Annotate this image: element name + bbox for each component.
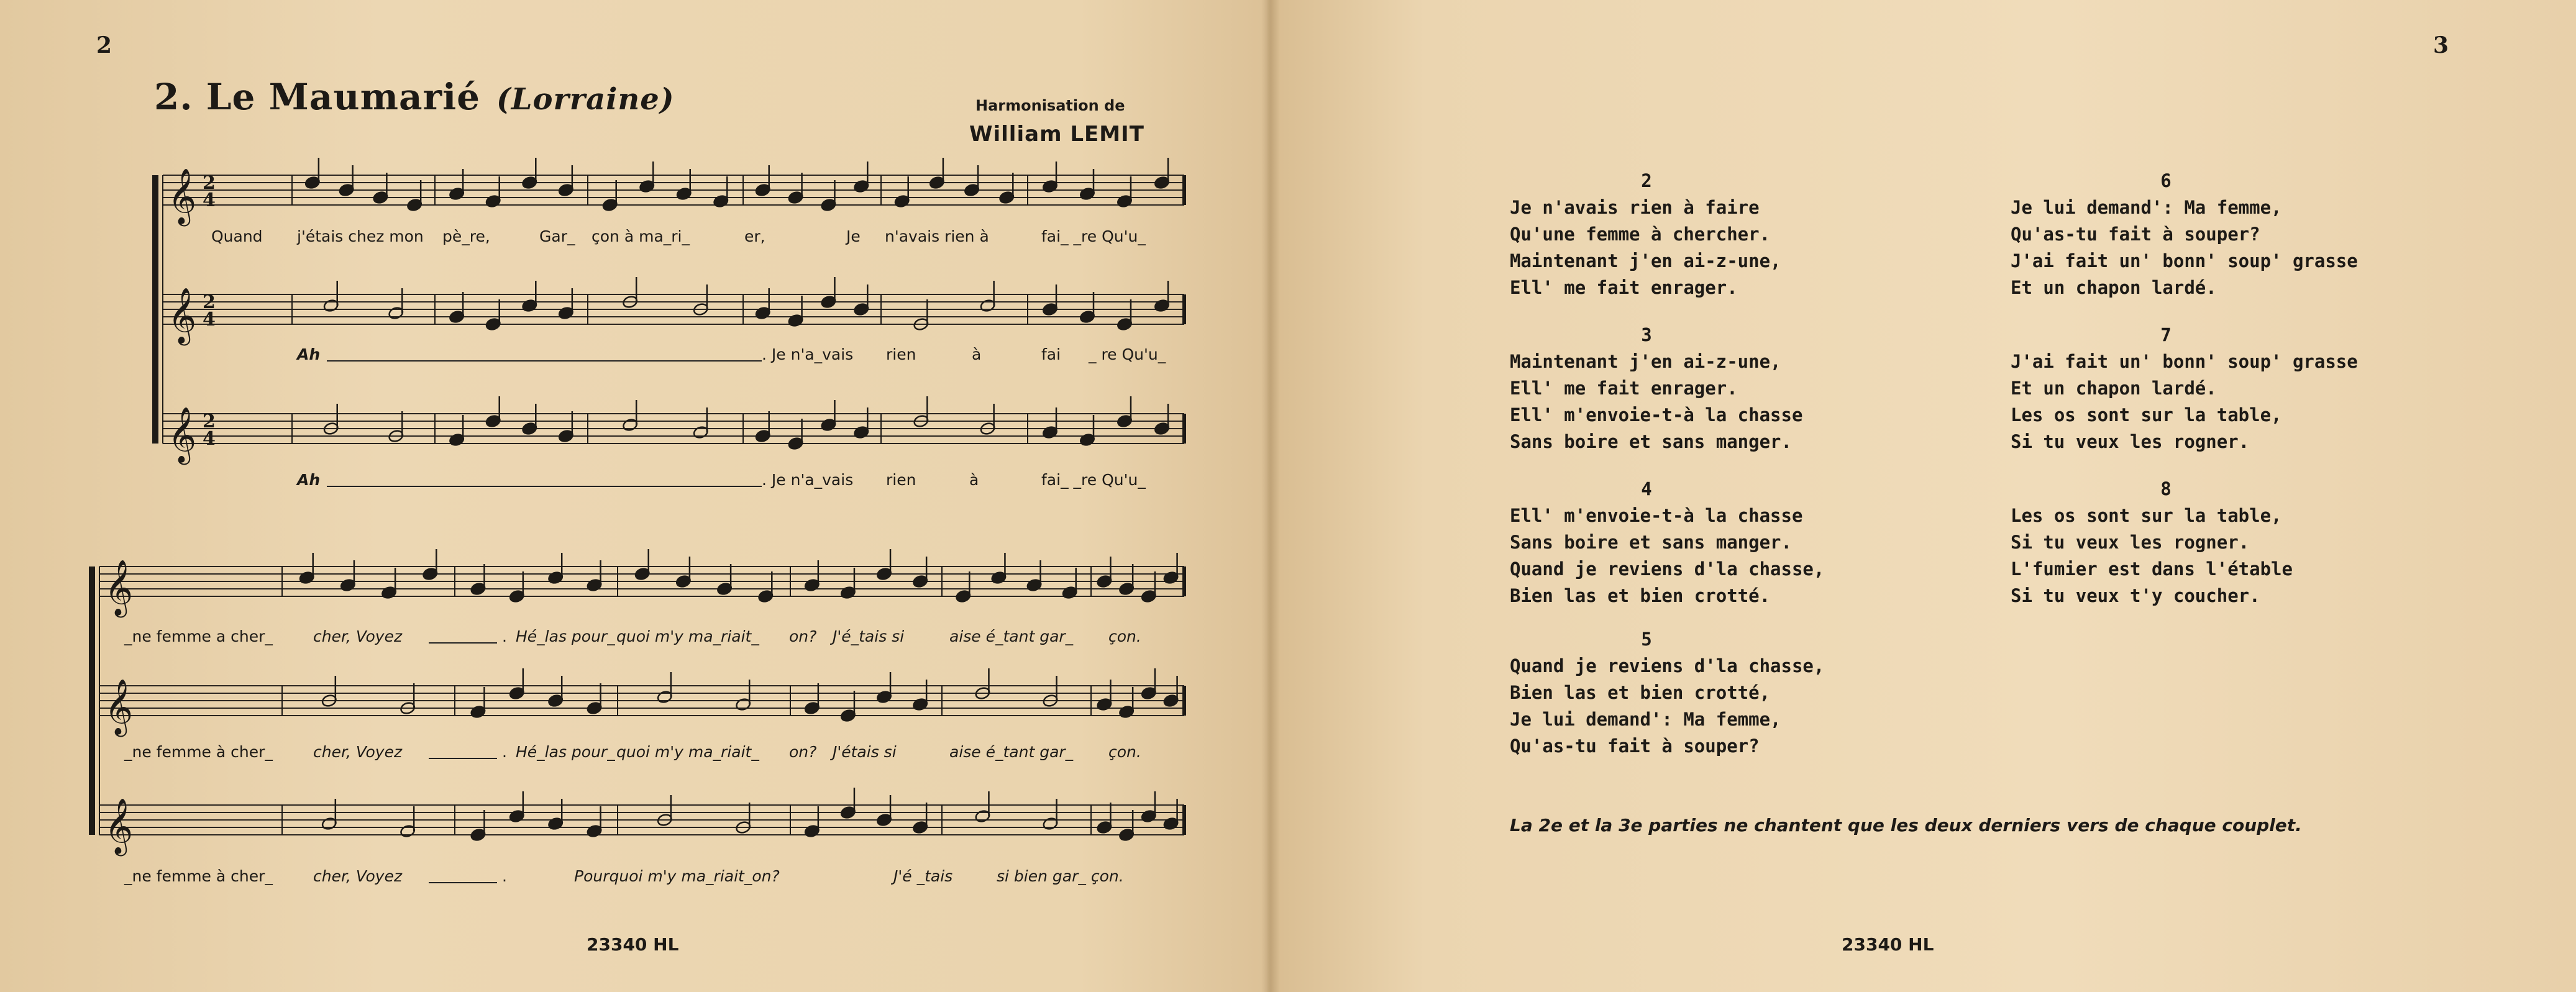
lyric: aise é_tant gar_	[949, 627, 1074, 645]
lyric: J'é_tais si	[833, 627, 905, 645]
extender-line	[327, 486, 762, 487]
verse-line: Sans boire et sans manger.	[1510, 532, 1792, 553]
lyric: on?	[789, 627, 817, 645]
lyric: Pourquoi m'y ma_riait_on?	[574, 867, 780, 885]
lyric: .	[502, 743, 507, 761]
extender-line	[429, 882, 497, 883]
lyric: rien	[886, 471, 916, 489]
lyric: cher, Voyez	[313, 867, 403, 885]
verse-2	[1510, 168, 1783, 301]
verse-number: 6	[2160, 170, 2172, 191]
verse-line: Quand je reviens d'la chasse,	[1510, 655, 1825, 676]
verse-line: J'ai fait un' bonn' soup' grasse	[2011, 351, 2358, 372]
lyric: çon.	[1108, 743, 1141, 761]
extender-line	[327, 360, 762, 362]
lyric: quoi m'y ma_riait_	[616, 743, 759, 761]
performance-footnote: La 2e et la 3e parties ne chantent que les deux derniers vers de chaque couplet.	[1510, 815, 2302, 835]
time-signature: 2	[203, 411, 216, 432]
extender-line	[429, 642, 497, 644]
lyric: Gar_	[539, 227, 575, 245]
lyric: Hé_las pour_	[516, 627, 615, 645]
music-score	[0, 0, 1267, 992]
verse-line: Et un chapon lardé.	[2011, 378, 2217, 399]
lyric: Ah	[297, 471, 321, 489]
treble-clef-icon: 𝄞	[104, 679, 134, 735]
lyric: pè_re,	[442, 227, 490, 245]
lyric: _ne femme a cher_	[124, 627, 273, 645]
verse-line: Quand je reviens d'la chasse,	[1510, 558, 1825, 580]
verse-number: 8	[2160, 478, 2172, 499]
time-signature: 4	[203, 309, 216, 330]
lyric: çon à ma_ri_	[591, 227, 690, 245]
page-number-right: 3	[2433, 32, 2449, 58]
page-number-left: 2	[96, 32, 112, 58]
verse-3	[1510, 322, 1802, 455]
lyric: çon.	[1108, 627, 1141, 645]
lyric: cher, Voyez	[313, 743, 403, 761]
song-title-text: 2. Le Maumarié	[154, 76, 481, 118]
verse-line: Les os sont sur la table,	[2011, 505, 2282, 526]
treble-clef-icon: 𝄞	[168, 168, 197, 224]
lyric: _ re Qu'u_	[1089, 345, 1166, 363]
extender-line	[429, 758, 497, 759]
verse-line: Bien las et bien crotté,	[1510, 682, 1771, 703]
lyric: fai_ _re Qu'u_	[1041, 227, 1146, 245]
arranger-name: William LEMIT	[969, 122, 1144, 147]
lyric: j'étais chez mon	[297, 227, 424, 245]
verse-line: J'ai fait un' bonn' soup' grasse	[2011, 250, 2358, 271]
verse-line: Ell' me fait enrager.	[1510, 277, 1738, 298]
verse-line: L'fumier est dans l'étable	[2011, 558, 2293, 580]
right-page	[1267, 0, 2576, 992]
verse-line: Qu'as-tu fait à souper?	[2011, 224, 2260, 245]
catalog-code-right: 23340 HL	[1842, 934, 1934, 955]
verse-line: Maintenant j'en ai-z-une,	[1510, 250, 1781, 271]
verse-6	[2011, 168, 2358, 301]
lyric: _ne femme à cher_	[124, 743, 273, 761]
lyric: J'é _tais	[893, 867, 953, 885]
harmonisation-label: Harmonisation de	[975, 97, 1125, 114]
lyric: aise é_tant gar_	[949, 743, 1074, 761]
lyric: J'étais si	[833, 743, 897, 761]
catalog-code-left: 23340 HL	[587, 934, 679, 955]
treble-clef-icon: 𝄞	[104, 560, 134, 616]
verse-line: Ell' m'envoie-t-à la chasse	[1510, 404, 1803, 425]
treble-clef-icon: 𝄞	[168, 288, 197, 344]
lyric: .	[502, 867, 507, 885]
lyric: Hé_las pour_	[516, 743, 615, 761]
verse-line: Si tu veux les rogner.	[2011, 431, 2250, 452]
verse-line: Je n'avais rien à faire	[1510, 197, 1760, 218]
lyric: _ne femme à cher_	[124, 867, 273, 885]
verse-line: Ell' m'envoie-t-à la chasse	[1510, 505, 1803, 526]
verse-4	[1510, 476, 1824, 609]
lyric: à	[969, 471, 979, 489]
lyric: . Je n'a_vais	[762, 345, 854, 363]
verse-number: 2	[1641, 170, 1652, 191]
verse-line: Maintenant j'en ai-z-une,	[1510, 351, 1781, 372]
verse-number: 7	[2160, 324, 2172, 345]
verse-line: Ell' me fait enrager.	[1510, 378, 1738, 399]
lyric: .	[502, 627, 507, 645]
treble-clef-icon: 𝄞	[104, 798, 134, 854]
lyric: on?	[789, 743, 817, 761]
lyric: cher, Voyez	[313, 627, 403, 645]
time-signature: 2	[203, 291, 216, 313]
verse-line: Si tu veux les rogner.	[2011, 532, 2250, 553]
verse-line: Sans boire et sans manger.	[1510, 431, 1792, 452]
verse-7	[2011, 322, 2358, 455]
lyric: quoi m'y ma_riait_	[616, 627, 759, 645]
lyric: fai_ _re Qu'u_	[1041, 471, 1146, 489]
lyric: er,	[744, 227, 765, 245]
left-page	[0, 0, 1267, 992]
verse-line: Je lui demand': Ma femme,	[1510, 709, 1781, 730]
lyric: Quand	[211, 227, 263, 245]
lyric: . Je n'a_vais	[762, 471, 854, 489]
verse-number: 5	[1641, 629, 1652, 650]
verse-line: Qu'une femme à chercher.	[1510, 224, 1771, 245]
song-region: (Lorraine)	[496, 82, 675, 117]
lyric: à	[972, 345, 982, 363]
lyric: Ah	[297, 345, 321, 363]
lyric: n'avais rien à	[885, 227, 989, 245]
verse-5	[1510, 626, 1824, 760]
time-signature: 2	[203, 172, 216, 194]
lyric: Je	[846, 227, 861, 245]
time-signature: 4	[203, 428, 216, 450]
lyric: si bien gar_ çon.	[997, 867, 1124, 885]
treble-clef-icon: 𝄞	[168, 407, 197, 463]
verse-line: Et un chapon lardé.	[2011, 277, 2217, 298]
verse-line: Si tu veux t'y coucher.	[2011, 585, 2260, 606]
book-gutter	[1261, 0, 1280, 992]
lyric: fai	[1041, 345, 1061, 363]
time-signature: 4	[203, 189, 216, 211]
verse-number: 3	[1641, 324, 1652, 345]
verse-line: Les os sont sur la table,	[2011, 404, 2282, 425]
verse-line: Qu'as-tu fait à souper?	[1510, 735, 1760, 757]
verse-line: Bien las et bien crotté.	[1510, 585, 1771, 606]
verse-8	[2011, 476, 2321, 609]
verse-number: 4	[1641, 478, 1652, 499]
lyric: rien	[886, 345, 916, 363]
verse-line: Je lui demand': Ma femme,	[2011, 197, 2282, 218]
